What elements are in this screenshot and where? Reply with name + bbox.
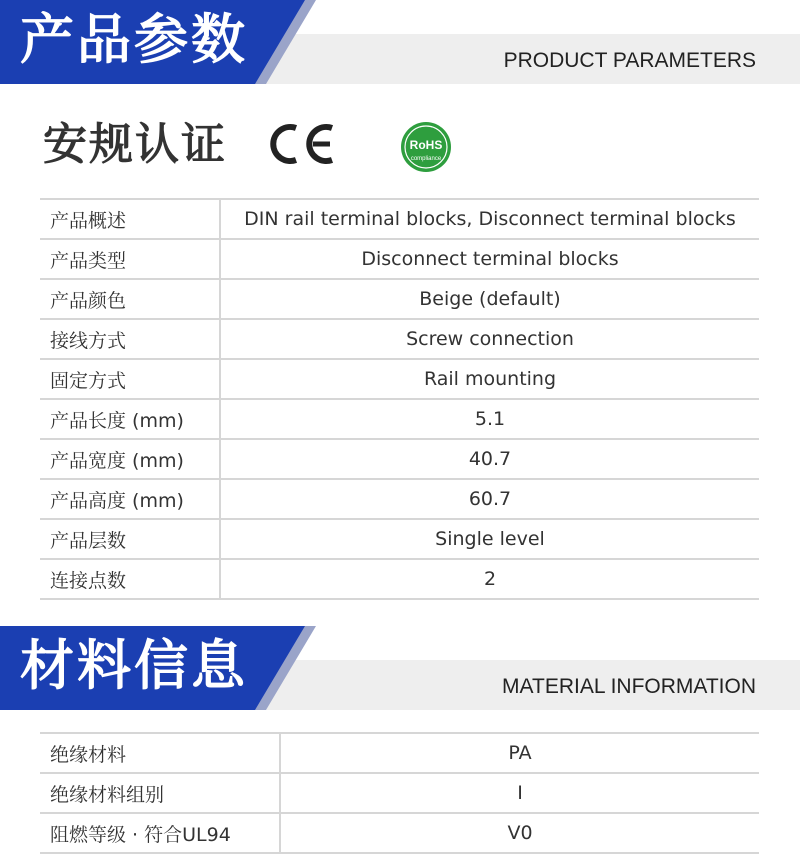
param-label: 固定方式 [40, 359, 220, 399]
param-value: Rail mounting [220, 359, 759, 399]
rohs-badge-subtext: compliance [410, 156, 442, 162]
product-parameters-table [40, 198, 759, 600]
material-information-table [40, 732, 759, 854]
table-row [40, 733, 759, 773]
ce-mark-icon [268, 118, 338, 170]
param-value: 60.7 [220, 479, 759, 519]
param-label: 产品高度 (mm) [40, 479, 220, 519]
table-row [40, 319, 759, 359]
param-label: 产品长度 (mm) [40, 399, 220, 439]
param-label: 阻燃等级 · 符合UL94 [40, 813, 280, 853]
table-row [40, 199, 759, 239]
param-label: 接线方式 [40, 319, 220, 359]
param-value: Disconnect terminal blocks [220, 239, 759, 279]
param-label: 产品类型 [40, 239, 220, 279]
param-value: PA [280, 733, 759, 773]
param-value: Beige (default) [220, 279, 759, 319]
param-value: 2 [220, 559, 759, 599]
param-value: Single level [220, 519, 759, 559]
rohs-badge-text: RoHS [409, 138, 443, 152]
param-label: 绝缘材料组别 [40, 773, 280, 813]
table-row [40, 279, 759, 319]
section-title-en: PRODUCT PARAMETERS [503, 49, 756, 72]
table-row [40, 519, 759, 559]
param-label: 绝缘材料 [40, 733, 280, 773]
param-value: 5.1 [220, 399, 759, 439]
param-label: 产品概述 [40, 199, 220, 239]
table-row [40, 399, 759, 439]
param-label: 产品颜色 [40, 279, 220, 319]
param-label: 产品层数 [40, 519, 220, 559]
material-information-banner [0, 626, 800, 710]
section-title-zh: 产品参数 [20, 8, 248, 71]
param-value: 40.7 [220, 439, 759, 479]
section-title-en: MATERIAL INFORMATION [502, 675, 756, 698]
product-parameters-banner [0, 0, 800, 84]
table-row [40, 359, 759, 399]
section-title-zh: 材料信息 [20, 634, 248, 697]
param-label: 产品宽度 (mm) [40, 439, 220, 479]
table-row [40, 439, 759, 479]
param-value: V0 [280, 813, 759, 853]
param-label: 连接点数 [40, 559, 220, 599]
rohs-badge-icon [400, 121, 452, 173]
param-value: I [280, 773, 759, 813]
certification-label: 安规认证 [43, 119, 227, 170]
table-row [40, 239, 759, 279]
table-row [40, 813, 759, 853]
table-row [40, 773, 759, 813]
table-row [40, 479, 759, 519]
param-value: Screw connection [220, 319, 759, 359]
param-value: DIN rail terminal blocks, Disconnect terminal blocks [220, 199, 759, 239]
table-row [40, 559, 759, 599]
